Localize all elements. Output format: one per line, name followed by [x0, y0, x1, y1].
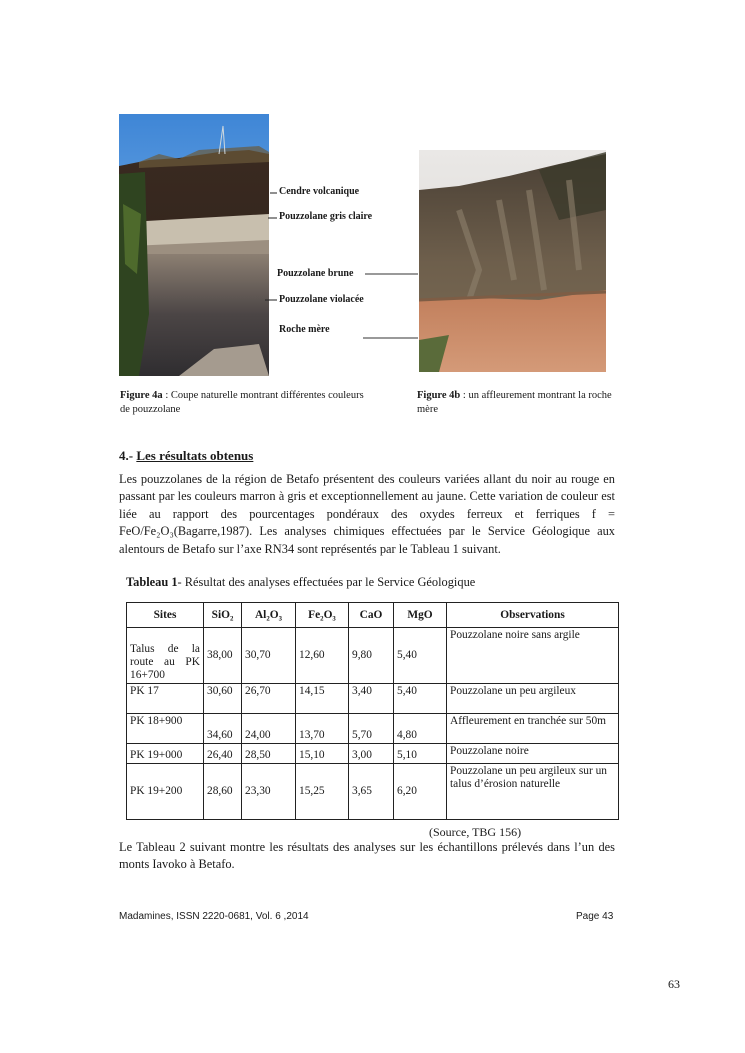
table-cell: 15,10	[296, 744, 349, 764]
section-heading	[119, 448, 253, 464]
table-cell: Pouzzolane noire	[447, 744, 619, 764]
label-pouzzolane-brune: Pouzzolane brune	[277, 268, 354, 279]
header-observations: Observations	[447, 603, 619, 628]
table-cell: 26,70	[242, 684, 296, 714]
table-cell: Talus de la route au PK 16+700	[127, 628, 204, 684]
header-sites: Sites	[127, 603, 204, 628]
table-cell: PK 19+200	[127, 764, 204, 820]
table-source: (Source, TBG 156)	[429, 825, 522, 839]
table-cell: 28,50	[242, 744, 296, 764]
table-cell: 3,65	[349, 764, 394, 820]
label-pouzzolane-violacee: Pouzzolane violacée	[279, 294, 364, 305]
table-cell: 5,40	[394, 684, 447, 714]
table-cell: 30,70	[242, 628, 296, 684]
table-cell: 23,30	[242, 764, 296, 820]
header-cao: CaO	[349, 603, 394, 628]
table-row	[127, 684, 619, 714]
table-cell: Pouzzolane noire sans argile	[447, 628, 619, 684]
paragraph-1: Les pouzzolanes de la région de Betafo présentent des couleurs variées allant du noir au rouge en passant par les couleurs marron à gris et exceptionnellement au jaune. Cette variation de couleur est liée au rapport des pourcentages pondéraux des oxydes ferreux et ferriques f = FeO/Fe₂O₃(Bagarre,1987). Les analyses chimiques effectuées par le Service Géologique aux alentours de Betafo sur l’axe RN34 sont représentés par le Tableau 1 suivant.	[119, 472, 615, 556]
table-cell: 38,00	[204, 628, 242, 684]
table-cell: Pouzzolane un peu argileux sur un talus d’érosion naturelle	[447, 764, 619, 820]
journal-footer: Madamines, ISSN 2220-0681, Vol. 6 ,2014	[119, 911, 309, 922]
table-cell: 34,60	[204, 714, 242, 744]
table-row	[127, 764, 619, 820]
journal-page: Page 43	[576, 911, 614, 922]
label-cendre-volcanique: Cendre volcanique	[279, 186, 360, 197]
table-cell: 12,60	[296, 628, 349, 684]
table-header-row	[127, 603, 619, 628]
table-1-caption	[126, 575, 475, 590]
table-cell: 14,15	[296, 684, 349, 714]
table-cell: 15,25	[296, 764, 349, 820]
figure-4a-caption-text: : Coupe naturelle montrant différentes couleurs de pouzzolane	[120, 390, 364, 415]
table-cell: 5,10	[394, 744, 447, 764]
table-cell: Affleurement en tranchée sur 50m	[447, 714, 619, 744]
table-cell: 3,00	[349, 744, 394, 764]
header-mgo: MgO	[394, 603, 447, 628]
header-sio2: SiO₂	[204, 603, 242, 628]
table-cell: 24,00	[242, 714, 296, 744]
label-roche-mere: Roche mère	[279, 324, 330, 335]
figure-4a-caption-label: Figure 4a	[120, 390, 163, 401]
table-cell: 3,40	[349, 684, 394, 714]
table-1	[126, 602, 619, 820]
table-cell: 30,60	[204, 684, 242, 714]
section-number: 4.-	[119, 448, 134, 463]
table-cell: 28,60	[204, 764, 242, 820]
table-cell: 5,40	[394, 628, 447, 684]
paragraph-2: Le Tableau 2 suivant montre les résultats des analyses sur les échantillons prélevés dans l’un des monts Iavoko à Betafo.	[119, 840, 615, 872]
table-1-caption-text: - Résultat des analyses effectuées par le Service Géologique	[177, 575, 476, 589]
table-cell: 26,40	[204, 744, 242, 764]
table-cell: 5,70	[349, 714, 394, 744]
table-row	[127, 628, 619, 684]
table-cell: 6,20	[394, 764, 447, 820]
table-cell: 4,80	[394, 714, 447, 744]
label-pouzzolane-gris-claire: Pouzzolane gris claire	[279, 211, 373, 222]
table-cell: 13,70	[296, 714, 349, 744]
table-row	[127, 744, 619, 764]
table-cell: PK 17	[127, 684, 204, 714]
table-1-caption-label: Tableau 1	[126, 575, 178, 589]
header-fe2o3: Fe₂O₃	[296, 603, 349, 628]
figure-4b-caption	[417, 389, 632, 417]
figure-4b-caption-text: : un affleurement montrant la roche mère	[417, 390, 612, 415]
figure-4b-caption-label: Figure 4b	[417, 390, 461, 401]
table-cell: Pouzzolane un peu argileux	[447, 684, 619, 714]
section-title: Les résultats obtenus	[136, 448, 254, 463]
header-al2o3: Al₂O₃	[242, 603, 296, 628]
table-cell: PK 19+000	[127, 744, 204, 764]
page-number: 63	[668, 977, 680, 991]
table-cell: 9,80	[349, 628, 394, 684]
figure-4a-label-lines	[240, 180, 440, 350]
table-cell: PK 18+900	[127, 714, 204, 744]
table-row	[127, 714, 619, 744]
figure-4b-photo	[419, 150, 606, 372]
figure-4a-caption	[120, 389, 370, 417]
